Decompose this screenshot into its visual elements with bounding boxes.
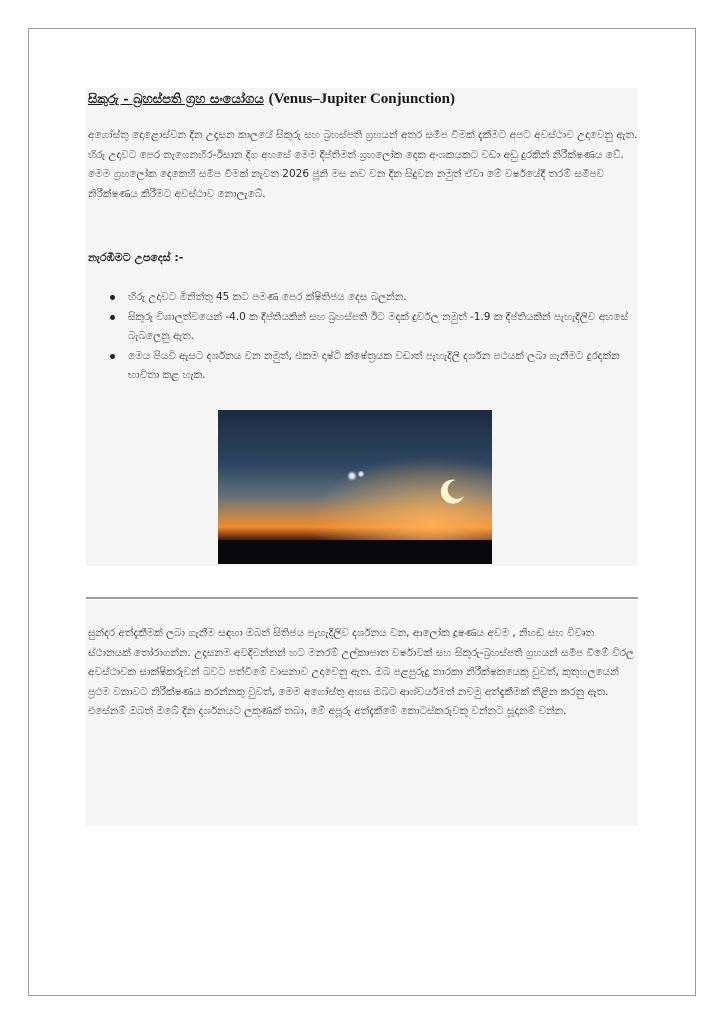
list-item: හිරු උදාවට මිනිත්තු 45 කට පමණ පෙර ක්ෂිතිජය දෙස බලන්න.	[108, 288, 636, 308]
list-item: සිකුරු විශාලත්වයෙන් -4.0 ක දීප්තියකින් සහ බ්‍රහස්පති ඊට මදක් දුර්වල නමුත් -1.9 ක දීප්තියකින් පැහැදිලිව අහසේ බැබලෙනු ඇත.	[108, 308, 636, 347]
tips-heading: නැරඹීමට උපදෙස් :-	[88, 251, 184, 264]
page-title	[88, 90, 636, 109]
title-sinhala: සිකුරු - බ්‍රහස්පති ග්‍රහ සංයෝගය	[88, 92, 264, 107]
closing-paragraph: සුන්දර අත්දැකීමක් ලබා ගැනීම සඳහා ඔබත් සිතිජය පැහැදිලිව දර්ශනය වන, ආලෝක දූෂණය අවම , නිහඬ සහ විවෘත ස්ථානයක් තෝරාගන්න. උදෑසනම අවදිවන්නන් හට මනරම් උල්කාපාත වර්ෂාවක් සහ සිකුරු-බ්‍රහස්පති ග්‍රහයන් සමීප වීමේ විරල අවස්ථාවක සාක්ෂිකරුවන් බවට පත්වීමේ වාසනාව උදාවෙනු ඇත. ඔබ පළපුරුදු තාරකා නිරීක්ෂකයෙකු වුවත්, කුතුහලයෙන් ප්‍රථම වතාවට නිරීක්ෂණය කරන්නකු වුවත්, මෙම අගෝස්තු අහස ඔබට ආශ්චර්යමත් නවමු අත්දැකීමක් තිළින කරනු ඇත. එසේනම් ඔබත් ඔබේ දින දර්ශනයට ලකුණක් තබා, මේ අපූරු අත්දැකීමේ කොටස්කරුවකු වන්නට සූදානම් වන්න.	[88, 627, 635, 717]
tips-list	[108, 288, 636, 386]
intro-paragraph: අගෝස්තු දොළොස්වන දින උදෑසන කාලයේ සිකුරු සහ බ්‍රහස්පති ග්‍රහයන් අතර සමීප වීමක් දැකීමට අපට අවස්ථාව උදාවෙනු ඇත. හිරු උදාවට පෙර නැගෙනහිර-ඊසාන දිග අහසේ මෙම දීප්තිමත් ග්‍රහලෝක දෙක අංශකයකට වඩා අඩු දුරකින් නිරීක්ෂණය වේ. මෙම ග්‍රහලෝක දෙකෙහි සමීප වීමක් නැවත 2026 ජූනි මස නව වන දින සිදුවන නමුත් ඒවා මේ වර්ෂයේදී තරම් සමීපව නිරීක්ෂණය කිරීමට අවස්ථාව නොලැබේ.	[88, 129, 638, 200]
jupiter-dot	[358, 471, 365, 478]
section-divider	[86, 597, 638, 599]
title-english: (Venus–Jupiter Conjunction)	[268, 91, 455, 107]
list-item: මෙය පියවි ඇසට දර්ශනය වන නමුත්, එකම දෘෂ්ටි ක්ෂේත්‍රයක වඩාත් පැහැදිලි දර්ශන පථයක් ලබා ගැනීමට දුරදක්න භාවිතා කළ හැක.	[108, 347, 636, 386]
dawn-sky-photo	[218, 410, 492, 564]
venus-dot	[347, 471, 357, 481]
